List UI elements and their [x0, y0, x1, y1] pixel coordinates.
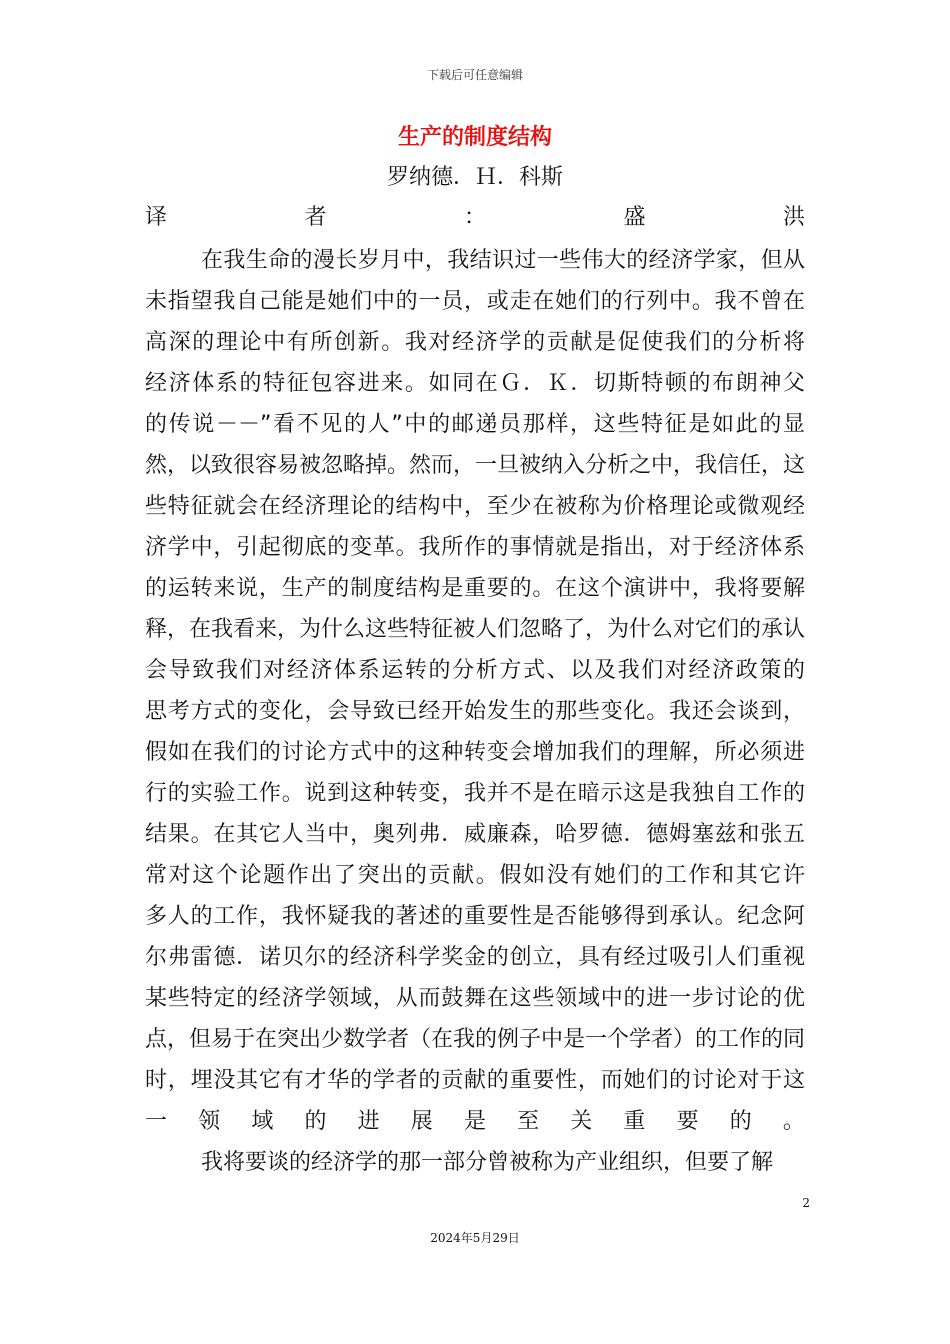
spread-char: 至	[517, 1109, 540, 1134]
paragraph-line: 的运转来说，生产的制度结构是重要的。在这个演讲中，我将要解	[145, 576, 805, 601]
paragraph-line: 多人的工作，我怀疑我的著述的重要性是否能够得到承认。纪念阿	[145, 904, 805, 929]
paragraph-line: 会导致我们对经济体系运转的分析方式、以及我们对经济政策的	[145, 658, 805, 683]
paragraph-line: 常对这个论题作出了突出的贡献。假如没有她们的工作和其它许	[145, 863, 805, 888]
page-number: 2	[802, 1196, 810, 1210]
spread-char: 领	[198, 1109, 221, 1134]
translator-char: 盛	[623, 205, 646, 230]
paragraph-line: 时，埋没其它有才华的学者的贡献的重要性，而她们的讨论对于这	[145, 1068, 805, 1093]
translator-char: 洪	[782, 205, 805, 230]
paragraph-line: 某些特定的经济学领域，从而鼓舞在这些领域中的进一步讨论的优	[145, 986, 805, 1011]
paragraph-last-line	[145, 1101, 805, 1142]
paragraph-line: 思考方式的变化，会导致已经开始发生的那些变化。我还会谈到，	[145, 699, 805, 724]
paragraph-line: 未指望我自己能是她们中的一员，或走在她们的行列中。我不曾在	[145, 289, 805, 314]
header-note: 下载后可任意编辑	[426, 68, 523, 82]
paragraph-line: 在我生命的漫长岁月中，我结识过一些伟大的经济学家，但从	[201, 248, 805, 273]
paragraph-line: 些特征就会在经济理论的结构中，至少在被称为价格理论或微观经	[145, 494, 805, 519]
spread-char: 。	[782, 1109, 805, 1134]
spread-char: 一	[145, 1109, 168, 1134]
paragraph-line: 济学中，引起彻底的变革。我所作的事情就是指出，对于经济体系	[145, 535, 805, 560]
spread-char: 的	[729, 1109, 752, 1134]
paragraph-line: 点，但易于在突出少数学者（在我的例子中是一个学者）的工作的同	[145, 1027, 806, 1052]
paragraph-line: 然，以致很容易被忽略掉。然而，一旦被纳入分析之中，我信任，这	[145, 453, 806, 478]
paragraph	[145, 240, 805, 1101]
paragraph-line: 释，在我看来，为什么这些特征被人们忽略了，为什么对它们的承认	[145, 617, 806, 642]
paragraph-line: 经济体系的特征包容进来。如同在Ｇ．Ｋ．切斯特顿的布朗神父	[145, 371, 805, 396]
spread-char: 的	[304, 1109, 327, 1134]
paragraph-line: 行的实验工作。说到这种转变，我并不是在暗示这是我独自工作的	[145, 781, 805, 806]
spread-char: 展	[410, 1109, 433, 1134]
paragraph-line: 我将要谈的经济学的那一部分曾被称为产业组织，但要了解	[201, 1150, 774, 1175]
paragraph-line: 结果。在其它人当中，奥列弗．威廉森，哈罗德．德姆塞兹和张五	[145, 822, 805, 847]
document-title: 生产的制度结构	[397, 125, 552, 150]
paragraph-line: 尔弗雷德．诺贝尔的经济科学奖金的创立，具有经过吸引人们重视	[145, 945, 805, 970]
spread-char: 进	[357, 1109, 380, 1134]
translator-char: 译	[145, 205, 168, 230]
footer-date: 2024年5月29日	[430, 1231, 520, 1245]
translator-line	[145, 200, 805, 232]
paragraph-line: 的传说－－”看不见的人”中的邮递员那样，这些特征是如此的显	[145, 412, 805, 437]
spread-char: 重	[623, 1109, 646, 1134]
paragraph-line: 高深的理论中有所创新。我对经济学的贡献是促使我们的分析将	[145, 330, 805, 355]
spread-char: 要	[676, 1109, 699, 1134]
paragraph-line: 假如在我们的讨论方式中的这种转变会增加我们的理解，所必须进	[145, 740, 805, 765]
spread-char: 关	[570, 1109, 593, 1134]
translator-char: ：	[463, 205, 486, 230]
spread-char: 域	[251, 1109, 274, 1134]
spread-char: 是	[463, 1109, 486, 1134]
translator-char: 者	[304, 205, 327, 230]
author-line: 罗纳德．Ｈ．科斯	[386, 165, 563, 190]
body-text	[145, 240, 805, 1183]
